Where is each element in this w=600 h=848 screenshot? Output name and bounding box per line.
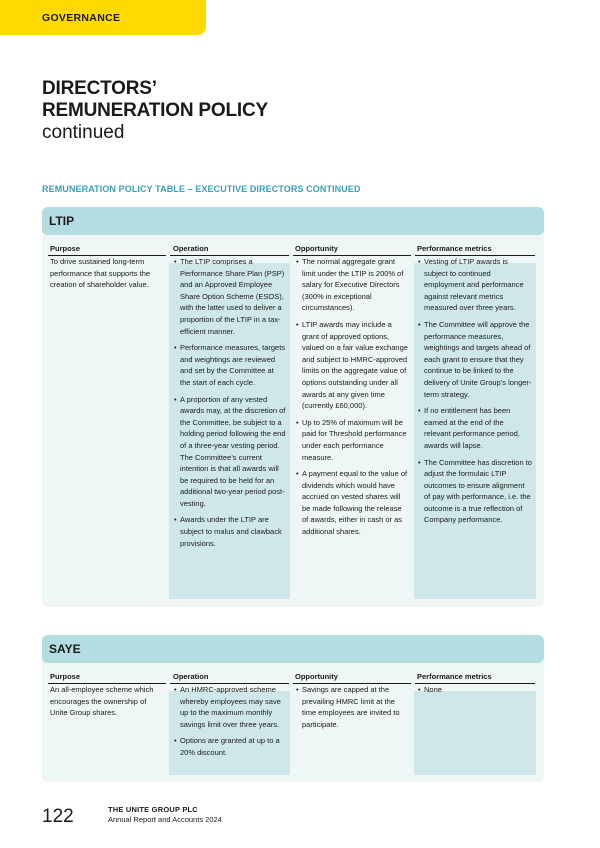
- ltip-title: LTIP: [49, 214, 75, 228]
- ltip-header: [42, 207, 544, 235]
- saye-panel: [42, 635, 544, 782]
- col-head-operation: Operation: [173, 672, 209, 681]
- col-head-purpose: Purpose: [50, 244, 81, 253]
- list-item: • A payment equal to the value of dividends which would have accrued on vested shares will be made following the release of awards, either in cash or as additional shares.: [296, 468, 408, 538]
- page-number: 122: [42, 806, 74, 827]
- list-item: • LTIP awards may include a grant of approved options, valued on a fair value exchange and subject to HMRC-approved limits on the aggregate value of options outstanding under all awards at any given time (currently £60,000).: [296, 319, 408, 412]
- page-title-line2: REMUNERATION POLICY: [42, 100, 268, 121]
- table-subheading: REMUNERATION POLICY TABLE – EXECUTIVE DIRECTORS CONTINUED: [42, 184, 361, 194]
- ltip-purpose: To drive sustained long-term performance that supports the creation of shareholder value.: [50, 257, 151, 290]
- metrics-column-shade: [414, 691, 536, 775]
- ltip-opportunity: [296, 256, 408, 543]
- ltip-panel: [42, 207, 544, 607]
- saye-purpose: An all-employee scheme which encourages the ownership of Unite Group shares.: [50, 685, 154, 718]
- col-head-purpose: Purpose: [50, 672, 81, 681]
- list-item: • The Committee has discretion to adjust the formulaic LTIP outcomes to ensure alignment of pay with performance, i.e. the outcome is a true reflection of Company performance.: [418, 457, 532, 527]
- list-item: • Savings are capped at the prevailing HMRC limit at the time employees are invited to participate.: [296, 684, 408, 730]
- report-name: Annual Report and Accounts 2024: [108, 815, 222, 824]
- col-head-metrics: Performance metrics: [417, 672, 492, 681]
- list-item: • The Committee will approve the performance measures, weightings and targets ahead of each grant to ensure that they continue to be linked to the delivery of Unite Group’s longer-term strategy.: [418, 319, 532, 400]
- saye-header: [42, 635, 544, 663]
- saye-opportunity: [296, 684, 408, 735]
- list-item: • Performance measures, targets and weightings are reviewed and set by the Committee at the start of each cycle.: [174, 342, 286, 388]
- list-item: • The normal aggregate grant limit under the LTIP is 200% of salary for Executive Directors (300% in exceptional circumstances).: [296, 256, 408, 314]
- list-item: • Awards under the LTIP are subject to malus and clawback provisions.: [174, 514, 286, 549]
- col-head-opportunity: Opportunity: [295, 672, 338, 681]
- col-head-metrics: Performance metrics: [417, 244, 492, 253]
- list-item: • If no entitlement has been earned at the end of the relevant performance period, awards will lapse.: [418, 405, 532, 451]
- section-tab: [0, 0, 206, 35]
- col-head-opportunity: Opportunity: [295, 244, 338, 253]
- section-tab-label: GOVERNANCE: [42, 12, 121, 24]
- page-title: [42, 78, 268, 144]
- list-item: • None: [418, 684, 532, 696]
- col-head-operation: Operation: [173, 244, 209, 253]
- saye-title: SAYE: [49, 642, 81, 656]
- page-title-continued: continued: [42, 122, 125, 143]
- list-item: • Vesting of LTIP awards is subject to continued employment and performance against relevant metrics measured over three years.: [418, 256, 532, 314]
- page-title-line1: DIRECTORS’: [42, 78, 157, 99]
- list-item: • Options are granted at up to a 20% discount.: [174, 735, 286, 758]
- ltip-operation: [174, 256, 286, 554]
- ltip-metrics: [418, 256, 532, 531]
- list-item: • An HMRC-approved scheme whereby employees may save up to the maximum monthly savings limit over three years.: [174, 684, 286, 730]
- saye-operation: [174, 684, 286, 764]
- list-item: • Up to 25% of maximum will be paid for Threshold performance under each performance measure.: [296, 417, 408, 463]
- list-item: • A proportion of any vested awards may, at the discretion of the Committee, be subject to a holding period following the end of a three-year vesting period. The Committee’s current intention is that all awards will be required to be held for an additional two-year period post-vesting.: [174, 394, 286, 510]
- saye-metrics: [418, 684, 532, 701]
- company-name: THE UNITE GROUP PLC: [108, 805, 198, 814]
- list-item: • The LTIP comprises a Performance Share Plan (PSP) and an Approved Employee Share Option Scheme (ESOS), with the latter used to deliver a proportion of the LTIP in a tax-efficient manner.: [174, 256, 286, 337]
